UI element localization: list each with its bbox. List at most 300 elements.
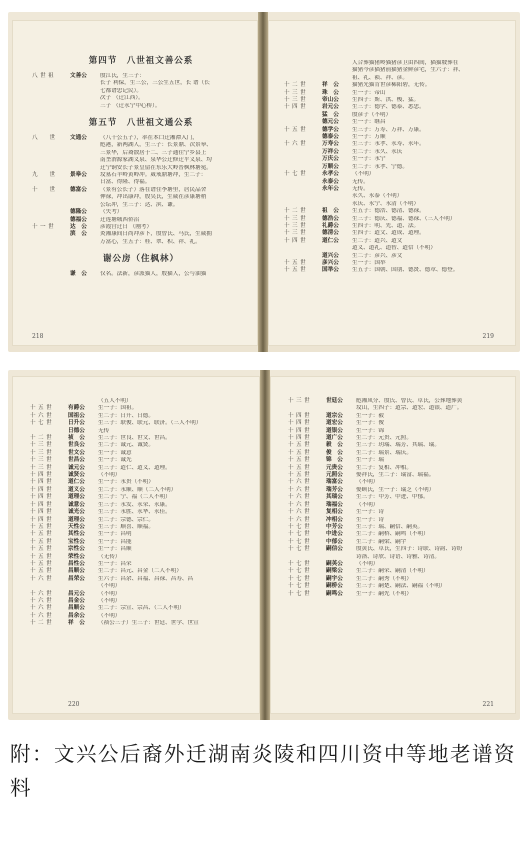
genealogy-entry xyxy=(284,82,508,89)
ancestor-name: 万寿公 xyxy=(322,141,339,148)
entry-description: 生一子：国祖。 xyxy=(98,405,138,412)
entry-description: 生三子：道仁、道义、道理。 xyxy=(98,464,171,471)
generation-label: 十 七 世 xyxy=(288,531,310,538)
generation-label: 十 世 xyxy=(32,186,56,193)
ancestor-name xyxy=(70,103,100,110)
entry-description: 生一子：昌顺 xyxy=(98,546,132,553)
generation-label: 十 七 世 xyxy=(284,171,306,178)
section-title: 第五节 八世祖文通公系 xyxy=(88,118,194,129)
ancestor-name: 世昌公 xyxy=(68,457,85,464)
entry-description: 生二子：嗣秀（不明） xyxy=(356,575,412,582)
genealogy-entry xyxy=(284,238,508,245)
ancestor-name: 德清公 xyxy=(322,230,339,237)
genealogy-entry xyxy=(32,172,250,179)
entry-description: 生一子：锦 xyxy=(356,427,384,434)
entry-continuation: 人合葬猫猪岭猫猪彦卫由四间，猫猫坡葬在 xyxy=(352,60,459,66)
entry-description: 生二子：宗宣、宗昌、（二人不明） xyxy=(98,605,185,612)
entry-description: 生六子：昌余、昌福、昌禄、昌寿、昌 xyxy=(98,575,194,582)
generation-label: 十 六 世 xyxy=(288,516,310,523)
generation-label: 十 七 世 xyxy=(288,538,310,545)
entry-description: 生一子：诗 xyxy=(356,509,384,516)
entry-description: （不明） xyxy=(356,501,379,508)
generation-label: 十 六 世 xyxy=(30,597,52,604)
ancestor-name: 日德公 xyxy=(68,427,85,434)
genealogy-entry xyxy=(32,95,250,102)
genealogy-entry xyxy=(30,479,252,486)
entry-description: 殷黄氏、卓氏，生四子：诗联、诗韵、诗纷 xyxy=(356,546,463,553)
page-220-body xyxy=(30,398,252,628)
generation-label: 十 五 世 xyxy=(30,531,52,538)
ancestor-name: 昌金公 xyxy=(68,597,85,604)
entry-description: 次子 （迁江西）。 xyxy=(100,95,144,102)
generation-label: 十 六 世 xyxy=(288,509,310,516)
generation-label: 十 五 世 xyxy=(288,464,310,471)
entry-description: 生二子：嗣梁、嗣宇 xyxy=(356,538,407,545)
genealogy-entry xyxy=(284,156,508,163)
genealogy-entry xyxy=(288,487,510,494)
generation-label xyxy=(32,209,70,216)
genealogy-entry xyxy=(288,524,510,531)
generation-label: 十 七 世 xyxy=(288,590,310,597)
genealogy-entry xyxy=(288,517,510,524)
entry-description: 长子 利保，生三公，三公生五世，长 谱（长 xyxy=(100,80,210,87)
entry-description: 生二子：道兴、道文 xyxy=(352,237,403,244)
entry-description: 殷彦子（不明） xyxy=(352,111,392,118)
page-221 xyxy=(270,376,516,714)
ancestor-name: 昌余公 xyxy=(68,612,85,619)
genealogy-entry xyxy=(288,568,510,575)
generation-label: 十 二 世 xyxy=(284,208,306,215)
genealogy-entry xyxy=(30,598,252,605)
genealogy-entry xyxy=(32,231,250,238)
generation-label: 十 四 世 xyxy=(30,479,52,486)
generation-label: 十 五 世 xyxy=(30,568,52,575)
section-title: 第四节 八世祖文善公系 xyxy=(88,56,194,66)
generation-label: 十 三 世 xyxy=(30,442,52,449)
genealogy-entry xyxy=(288,479,510,486)
generation-label: 十 一 世 xyxy=(32,223,54,230)
genealogy-entry xyxy=(284,260,508,267)
generation-label: 十 五 世 xyxy=(30,560,52,567)
generation-label: 十 四 世 xyxy=(30,494,52,501)
entry-continuation: 三景华，后裔散居于二、三子通往宁乡县上 xyxy=(100,149,207,156)
ancestor-name: 道理公 xyxy=(68,494,85,501)
generation-label: 十 六 世 xyxy=(288,494,310,501)
generation-label xyxy=(32,95,70,102)
genealogy-entry xyxy=(284,104,508,111)
entry-description: 生一子：诗 xyxy=(356,516,384,523)
entry-description: 生三子：顺喜、顺福。 xyxy=(98,523,154,530)
entry-description: 迁莲塘城西侨沼 xyxy=(100,216,140,223)
ancestor-name: 德学公 xyxy=(322,126,339,133)
entry-description: 生一子：国举 xyxy=(352,259,386,266)
generation-label: 十 三 世 xyxy=(284,230,306,237)
ancestor-name: 道仁公 xyxy=(322,237,339,244)
generation-label: 十 四 世 xyxy=(30,516,52,523)
genealogy-entry xyxy=(284,230,508,237)
genealogy-entry xyxy=(288,398,510,405)
ancestor-name xyxy=(70,95,100,102)
generation-label: 十 六 世 xyxy=(30,605,52,612)
generation-label: 十 五 世 xyxy=(288,449,310,456)
ancestor-name: 道仁公 xyxy=(68,479,85,486)
ancestor-name: 德富公 xyxy=(70,186,87,193)
entry-description: 生三子：永胜、永华、永佳。 xyxy=(98,509,171,516)
entry-continuation: 公坛冲，生三子：达、滨、谦。 xyxy=(100,201,179,208)
entry-description: 生三子：德庆、德福、德禄、（三人不明） xyxy=(352,215,456,222)
entry-description: （八十公五子），率在本口迁湘潭入门， xyxy=(100,135,198,142)
entry-description: （祯公三子）生三子：世廷、世学、世宣 xyxy=(98,620,199,627)
entry-description: 生二子：宁、福（二人不明） xyxy=(98,494,171,501)
genealogy-entry xyxy=(284,90,508,97)
generation-label: 十 五 世 xyxy=(30,546,52,553)
generation-label xyxy=(284,164,322,171)
ancestor-name: 道宏公 xyxy=(326,420,343,427)
ancestor-name: 有爵公 xyxy=(68,405,85,412)
page-number: 221 xyxy=(482,701,494,708)
ancestor-name: 永年公 xyxy=(322,185,339,192)
genealogy-entry xyxy=(30,531,252,538)
entry-description: 猫猪光猫肯世彦稀阳碧，无传。 xyxy=(352,82,431,89)
generation-label: 十 七 世 xyxy=(288,523,310,530)
ancestor-name: 永泰公 xyxy=(322,178,339,185)
entry-description: 生二子：宗德、宗仁。 xyxy=(98,516,154,523)
genealogy-entry xyxy=(288,539,510,546)
entry-continuation: （五人不明） xyxy=(98,398,132,404)
entry-description: 生一子：诚意 xyxy=(98,449,132,456)
genealogy-entry xyxy=(284,186,508,193)
entry-description: （不明） xyxy=(98,597,121,604)
generation-label: 十 七 世 xyxy=(288,583,310,590)
genealogy-entry xyxy=(30,554,252,561)
entry-description: 生一子：永宁 xyxy=(352,156,386,163)
genealogy-entry xyxy=(284,267,508,274)
entry-continuation: 祖、礼、祯、祥、彦。 xyxy=(352,74,408,81)
ancestor-name xyxy=(70,88,100,95)
entry-description: 生五子：德浩、德清、德禄。 xyxy=(352,208,425,215)
genealogy-entry xyxy=(288,450,510,457)
generation-label: 十 六 世 xyxy=(30,575,52,582)
genealogy-entry xyxy=(288,561,510,568)
genealogy-entry xyxy=(288,428,510,435)
entry-description: 生二子：永孝、宁德。 xyxy=(352,163,408,170)
genealogy-entry xyxy=(32,187,250,194)
generation-label xyxy=(32,231,70,238)
entry-description: 生五子：国朝、国朋、德贤、德章、德登。 xyxy=(352,267,459,274)
generation-label: 十 二 世 xyxy=(284,82,306,89)
ancestor-name: 道银公 xyxy=(326,427,343,434)
entry-description: 生一子：昌能 xyxy=(98,538,132,545)
ancestor-name: 万顺公 xyxy=(322,163,339,170)
ancestor-name: 俊 公 xyxy=(326,449,343,456)
entry-description: 生三子：瑞、嗣信、嗣英。 xyxy=(356,523,424,530)
ancestor-name: 世廷公 xyxy=(326,398,343,404)
generation-label: 十 四 世 xyxy=(288,435,310,442)
ancestor-name: 德福公 xyxy=(70,216,87,223)
ancestor-name: 景皋公 xyxy=(70,172,87,179)
genealogy-entry xyxy=(30,472,252,479)
entry-description: 生二子：日升、日德。 xyxy=(98,412,154,419)
ancestor-name: 瑞富公 xyxy=(326,479,343,486)
genealogy-entry xyxy=(284,112,508,119)
genealogy-entry xyxy=(32,271,250,278)
entry-description: 生四子：斯、洪、梭、猛。 xyxy=(352,97,420,104)
genealogy-entry xyxy=(30,442,252,449)
page-219 xyxy=(268,20,516,346)
entry-description: （无传） xyxy=(98,553,121,560)
generation-label xyxy=(284,253,322,260)
entry-description: 生一子：嗣先（不明） xyxy=(356,590,412,597)
ancestor-name: 嗣桥公 xyxy=(326,583,343,590)
generation-label: 十 四 世 xyxy=(30,486,52,493)
genealogy-entry xyxy=(30,487,252,494)
entry-description: （失考） xyxy=(100,209,123,216)
genealogy-entry xyxy=(30,620,252,627)
ancestor-name: 昌顺公 xyxy=(68,568,85,575)
entry-description: 生三子：世良、世文、世昌。 xyxy=(98,435,171,442)
entry-continuation: 彪港，新两湖人，生三子：长景鼎、次景皋、 xyxy=(100,142,212,149)
ancestor-name xyxy=(70,80,100,87)
page-number: 220 xyxy=(68,701,80,708)
generation-label: 十 七 世 xyxy=(30,420,52,427)
ancestor-name: 祥 公 xyxy=(322,82,339,89)
ancestor-name: 锦 公 xyxy=(326,457,343,464)
genealogy-entry xyxy=(30,576,252,583)
generation-label: 十 四 世 xyxy=(284,237,306,244)
top-scan-photo xyxy=(8,12,520,352)
genealogy-entry xyxy=(30,561,252,568)
generation-label: 十 三 世 xyxy=(288,398,310,404)
ancestor-name: 诚贤公 xyxy=(68,472,85,479)
book-gutter xyxy=(258,12,268,352)
genealogy-entry xyxy=(30,546,252,553)
generation-label: 十 五 世 xyxy=(288,472,310,479)
genealogy-entry xyxy=(288,435,510,442)
entry-description: 生一子：永贵（不明） xyxy=(98,479,154,486)
entry-description: 生一子：俊 xyxy=(356,420,384,427)
caption-text: 附：文兴公后裔外迁湖南炎陵和四川资中等地老谱资料 xyxy=(10,742,516,800)
ancestor-name: 珠 公 xyxy=(322,89,339,96)
genealogy-entry xyxy=(30,605,252,612)
ancestor-name: 道广公 xyxy=(326,435,343,442)
ancestor-name: 万庆公 xyxy=(322,156,339,163)
entry-description: 无传。 xyxy=(352,185,369,192)
ancestor-name: 昌荣公 xyxy=(68,575,85,582)
entry-description: 炎湘康间日尚冲彦卜，殷曾氏、马氏，生葳拥 xyxy=(100,231,212,238)
genealogy-entry xyxy=(32,217,250,224)
genealogy-entry xyxy=(284,119,508,126)
ancestor-name: 诚光公 xyxy=(68,509,85,516)
generation-label: 十 四 世 xyxy=(288,412,310,419)
ancestor-name: 中进公 xyxy=(326,531,343,538)
generation-label: 十 五 世 xyxy=(30,523,52,530)
genealogy-entry xyxy=(288,494,510,501)
page-218 xyxy=(12,20,258,346)
ancestor-name: 宗性公 xyxy=(68,546,85,553)
entry-description: （不明） xyxy=(356,560,379,567)
ancestor-name: 其性公 xyxy=(68,531,85,538)
genealogy-entry xyxy=(30,413,252,420)
entry-continuation: 猫猪今彦猫猪前猫猪金鲜彦宅，生六子：祥、 xyxy=(352,67,464,74)
book-gutter xyxy=(260,370,270,720)
genealogy-entry xyxy=(284,171,508,178)
generation-label xyxy=(284,179,322,186)
generation-label xyxy=(32,80,70,87)
ancestor-name: 国举公 xyxy=(322,267,339,274)
entry-continuation: 诗洛、诗欣、诗语、诗雅、诗清。 xyxy=(356,553,440,560)
generation-label: 十 五 世 xyxy=(284,259,306,266)
entry-description: 娶顾氏，生一子：瑞芝（不明） xyxy=(356,486,435,493)
entry-description: 生一子：帝山 xyxy=(352,89,386,96)
genealogy-entry xyxy=(284,141,508,148)
ancestor-name: 昌元公 xyxy=(68,590,85,597)
generation-label: 十 五 世 xyxy=(30,538,52,545)
genealogy-entry xyxy=(284,134,508,141)
genealogy-entry xyxy=(30,591,252,598)
generation-label: 十 六 世 xyxy=(284,141,306,148)
section-title: 谢公房（住枫林） xyxy=(102,254,179,265)
entry-description: 生四子：明、先、道、法。 xyxy=(352,222,420,229)
generation-label: 九 世 xyxy=(32,172,56,179)
entry-description: 生三子：德学、德泰、悉忠。 xyxy=(352,104,425,111)
genealogy-entry xyxy=(30,613,252,620)
generation-label: 十 五 世 xyxy=(30,405,52,412)
entry-description: 生三子：联俊、联元、联济。（三人不明） xyxy=(98,420,202,427)
genealogy-entry xyxy=(30,524,252,531)
entry-description: 生二子：永顺、顺（二人不明） xyxy=(98,486,177,493)
entry-description: 仅名。法新，彦派猫人，殷猫人，公与油猫 xyxy=(100,271,207,278)
genealogy-entry xyxy=(284,216,508,223)
genealogy-entry xyxy=(284,223,508,230)
entry-description: 生三子：中芳、中进、中郁。 xyxy=(356,494,429,501)
genealogy-entry xyxy=(288,576,510,583)
genealogy-entry xyxy=(30,457,252,464)
generation-label: 十 五 世 xyxy=(288,457,310,464)
generation-label: 十 四 世 xyxy=(30,501,52,508)
ancestor-name: 嗣梁公 xyxy=(326,568,343,575)
entry-description: 生二子：嗣桥、嗣鸣（不明） xyxy=(356,531,429,538)
ancestor-name: 世良公 xyxy=(68,442,85,449)
genealogy-entry xyxy=(32,88,250,95)
ancestor-name: 昌性公 xyxy=(68,560,85,567)
entry-continuation: 迁宁铜安长子景皇留在东乐大岭普枫林塘冕。 xyxy=(100,164,212,171)
ancestor-name: 国祖公 xyxy=(68,412,85,419)
entry-description: 三子 （迁永宁中心桥）。 xyxy=(100,102,161,109)
ancestor-name: 冲相公 xyxy=(326,516,343,523)
ancestor-name: 岩元公 xyxy=(322,104,339,111)
generation-label: 十 七 世 xyxy=(288,560,310,567)
entry-description: 生四子：道文、道成、道理。 xyxy=(352,230,425,237)
entry-description: 生一子：瑞 xyxy=(356,457,384,464)
entry-description: 生二子：永久、永庆 xyxy=(352,148,403,155)
entry-description: 生二子：元贵、元照。 xyxy=(356,435,412,442)
genealogy-entry xyxy=(288,502,510,509)
entry-description: 生三子：永发、永荣、永康。 xyxy=(98,501,171,508)
generation-label xyxy=(284,119,322,126)
generation-label: 十 四 世 xyxy=(288,427,310,434)
entry-description: （景有公长子）落在谱住李塘里，居民品舍 xyxy=(100,186,207,193)
entry-description: 生三子：玥瑞、瑞芳、其瑞、瑞。 xyxy=(356,442,440,449)
genealogy-entry xyxy=(30,465,252,472)
ancestor-name: 其瑞公 xyxy=(326,494,343,501)
generation-label: 十 四 世 xyxy=(288,420,310,427)
entry-description: （不明） xyxy=(356,479,379,486)
entry-description: 殷江氏，生三子： xyxy=(100,73,145,79)
entry-description: 生二子：瑞景、瑞庆。 xyxy=(356,449,412,456)
genealogy-entry xyxy=(30,450,252,457)
bottom-scan-photo xyxy=(8,370,520,720)
ancestor-name: 文通公 xyxy=(70,135,87,142)
genealogy-entry xyxy=(30,494,252,501)
entry-description: 生二子：复相、冲相。 xyxy=(356,464,412,471)
genealogy-entry xyxy=(284,149,508,156)
ancestor-name: 昌顺公 xyxy=(68,605,85,612)
generation-label xyxy=(284,149,322,156)
genealogy-entry xyxy=(288,509,510,516)
ancestor-name: 嗣鸣公 xyxy=(326,590,343,597)
entry-description: 坟墓石羊岭黄岭冲。葳戒鼎塘冲，生二子： xyxy=(100,172,207,179)
entry-continuation: （不明） xyxy=(98,583,121,590)
generation-label: 十 三 世 xyxy=(30,449,52,456)
generation-label xyxy=(284,186,322,193)
entry-description: 生二子：诚元、诚贤。 xyxy=(98,442,154,449)
entry-continuation: 坟山，生四子：道宗、道宏、道银、道广。 xyxy=(356,405,463,412)
ancestor-name: 毅 公 xyxy=(326,442,343,449)
generation-label: 十 二 世 xyxy=(30,435,52,442)
entry-description: 生三子：万寿、万祥、万康。 xyxy=(352,126,425,133)
entry-continuation: 伸禄，冲出康冲，殷吴氏，生葳在彦康塘稍 xyxy=(100,194,207,201)
genealogy-entry xyxy=(30,420,252,427)
ancestor-name: 世文公 xyxy=(68,449,85,456)
ancestor-name: 瑞福公 xyxy=(326,501,343,508)
generation-label: 十 六 世 xyxy=(288,501,310,508)
generation-label xyxy=(284,156,322,163)
genealogy-entry xyxy=(32,209,250,216)
generation-label: 十 五 世 xyxy=(288,442,310,449)
generation-label: 十 七 世 xyxy=(288,575,310,582)
entry-continuation: 万富心，生五子：桂、翠、积、祥、礼。 xyxy=(100,238,201,245)
generation-label: 十 六 世 xyxy=(288,486,310,493)
genealogy-entry xyxy=(30,509,252,516)
ancestor-name: 元贵公 xyxy=(326,464,343,471)
generation-label: 十 五 世 xyxy=(284,126,306,133)
genealogy-entry xyxy=(30,502,252,509)
entry-description: 生一子：诚光 xyxy=(98,457,132,464)
entry-description: 无传 xyxy=(98,427,110,434)
ancestor-name: 中郁公 xyxy=(326,538,343,545)
entry-description: 娶祥氏，生二子：瑞富、瑞福。 xyxy=(356,472,435,479)
ancestor-name: 日升公 xyxy=(68,420,85,427)
genealogy-entry xyxy=(284,164,508,171)
generation-label: 十 三 世 xyxy=(284,89,306,96)
generation-label xyxy=(32,271,70,278)
genealogy-entry xyxy=(32,103,250,110)
entry-description: 七都谱忠记民）。 xyxy=(100,87,142,94)
ancestor-name: 嗣信公 xyxy=(326,546,343,553)
ancestor-name: 彦兴公 xyxy=(322,259,339,266)
entry-description: （不明） xyxy=(98,590,121,597)
generation-label: 十 三 世 xyxy=(284,222,306,229)
genealogy-entry xyxy=(288,413,510,420)
genealogy-entry xyxy=(284,97,508,104)
entry-continuation: 日富、得隆、得福。 xyxy=(100,179,151,186)
ancestor-name: 道宗公 xyxy=(326,412,343,419)
ancestor-name: 天性公 xyxy=(68,523,85,530)
genealogy-entry xyxy=(30,428,252,435)
genealogy-entry xyxy=(32,73,250,80)
genealogy-entry xyxy=(288,472,510,479)
ancestor-name: 祯 公 xyxy=(68,435,85,442)
